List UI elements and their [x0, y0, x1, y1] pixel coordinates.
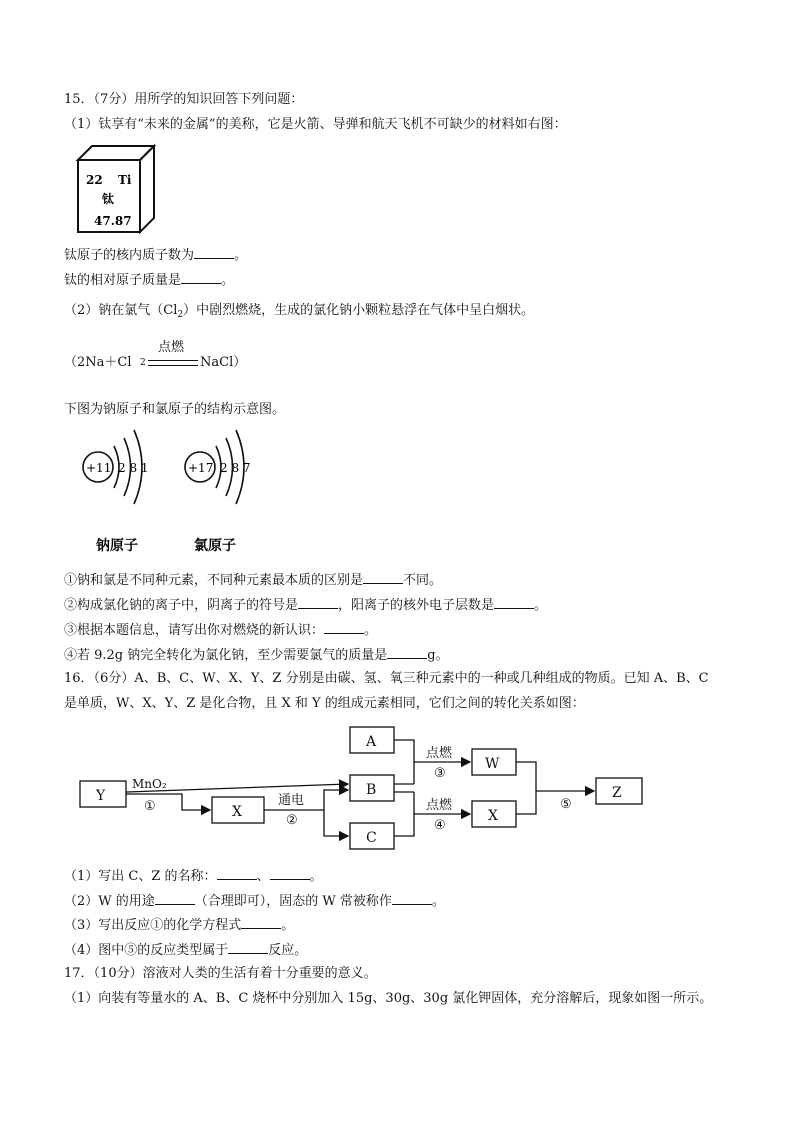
label-x-right: X [488, 808, 498, 824]
chlorine-shells: 2 8 7 [220, 461, 251, 475]
label-circle4: ④ [434, 818, 446, 833]
element-mass: 47.87 [94, 214, 132, 228]
sodium-label: 钠原子 [96, 538, 138, 554]
label-ignite3: 点燃 [426, 746, 453, 761]
chlorine-nucleus: +17 [188, 461, 214, 475]
element-symbol: Ti [118, 173, 132, 187]
answer-blank[interactable] [228, 940, 268, 954]
q15-mass-question: 钛的相对原子质量是 。 [64, 270, 234, 290]
q15-sub3: ③根据本题信息，请写出你对燃烧的新认识： 。 [64, 620, 377, 640]
conversion-diagram [74, 724, 654, 854]
answer-blank[interactable] [155, 891, 195, 905]
q17-title: 17．（10分）溶液对人类的生活有着十分重要的意义。 [64, 966, 377, 981]
q15-sub1: ①钠和氯是不同种元素，不同种元素最本质的区别是 不同。 [64, 570, 442, 590]
label-c: C [366, 830, 377, 846]
sodium-atom-diagram [83, 430, 149, 554]
answer-blank[interactable] [324, 620, 364, 634]
q16-title: 16．（6分）A、B、C、W、X、Y、Z 分别是由碳、氢、氧三种元素中的一种或几种组成的物质。已知 A、B、C [64, 671, 709, 686]
answer-blank[interactable] [387, 645, 427, 659]
sodium-nucleus: +11 [86, 461, 112, 475]
label-x-left: X [232, 804, 242, 820]
element-number: 22 [86, 173, 103, 187]
label-circle2: ② [286, 813, 298, 828]
chlorine-label: 氯原子 [194, 538, 236, 554]
equals-arrow [148, 360, 198, 366]
atom-structure-diagram [74, 422, 264, 558]
answer-blank[interactable] [298, 595, 338, 609]
q16-sub1: （1）写出 C、Z 的名称： 、 。 [64, 866, 323, 886]
q15-title: 15．（7分）用所学的知识回答下列问题： [64, 92, 304, 107]
answer-blank[interactable] [494, 595, 534, 609]
label-circle5: ⑤ [560, 797, 572, 812]
element-cell-diagram [74, 142, 158, 234]
q15-structure-intro: 下图为钠原子和氯原子的结构示意图。 [64, 402, 286, 417]
answer-blank[interactable] [270, 866, 310, 880]
q16-title-cont: 是单质，W、X、Y、Z 是化合物，且 X 和 Y 的组成元素相同，它们之间的转化关系如图： [64, 696, 585, 711]
element-name: 钛 [102, 192, 115, 206]
q15-sub2: ②构成氯化钠的离子中，阴离子的符号是 ，阳离子的核外电子层数是 。 [64, 595, 547, 615]
q15-proton-question: 钛原子的核内质子数为 。 [64, 245, 247, 265]
q16-sub3: （3）写出反应①的化学方程式 。 [64, 915, 294, 935]
label-circle1: ① [144, 799, 156, 814]
label-a: A [366, 734, 377, 750]
answer-blank[interactable] [181, 270, 221, 284]
label-circle3: ③ [434, 766, 446, 781]
label-w: W [485, 756, 500, 772]
sodium-shells: 2 8 1 [118, 461, 149, 475]
q15-sub4: ④若 9.2g 钠完全转化为氯化钠，至少需要氯气的质量是 g。 [64, 645, 449, 665]
answer-blank[interactable] [217, 866, 257, 880]
answer-blank[interactable] [363, 570, 403, 584]
answer-blank[interactable] [241, 915, 281, 929]
label-electrolysis: 通电 [278, 793, 305, 808]
label-y: Y [96, 788, 106, 804]
q17-part1: （1）向装有等量水的 A、B、C 烧杯中分别加入 15g、30g、30g 氯化钾固体，充分溶解后，现象如图一所示。 [64, 991, 713, 1006]
chlorine-atom-diagram [185, 430, 251, 554]
q15-part1: （1）钛享有“未来的金属”的美称，它是火箭、导弹和航天飞机不可缺少的材料如右图： [64, 117, 567, 132]
label-z: Z [612, 785, 622, 801]
answer-blank[interactable] [392, 891, 432, 905]
q16-sub4: （4）图中⑤的反应类型属于 反应。 [64, 940, 307, 960]
q15-part2: （2）钠在氯气$(Cl_2)$中剧烈燃烧，生成的氯化钠小颗粒悬浮在气体中呈白烟状。 [64, 303, 535, 320]
combustion-equation: （2Na＋Cl 2 点燃 NaCl） [64, 340, 247, 370]
label-mno2: MnO₂ [132, 777, 167, 791]
label-b: B [366, 782, 377, 798]
label-ignite4: 点燃 [426, 798, 453, 813]
answer-blank[interactable] [194, 245, 234, 259]
q16-sub2: （2）W 的用途 （合理即可），固态的 W 常被称作 。 [64, 891, 445, 911]
